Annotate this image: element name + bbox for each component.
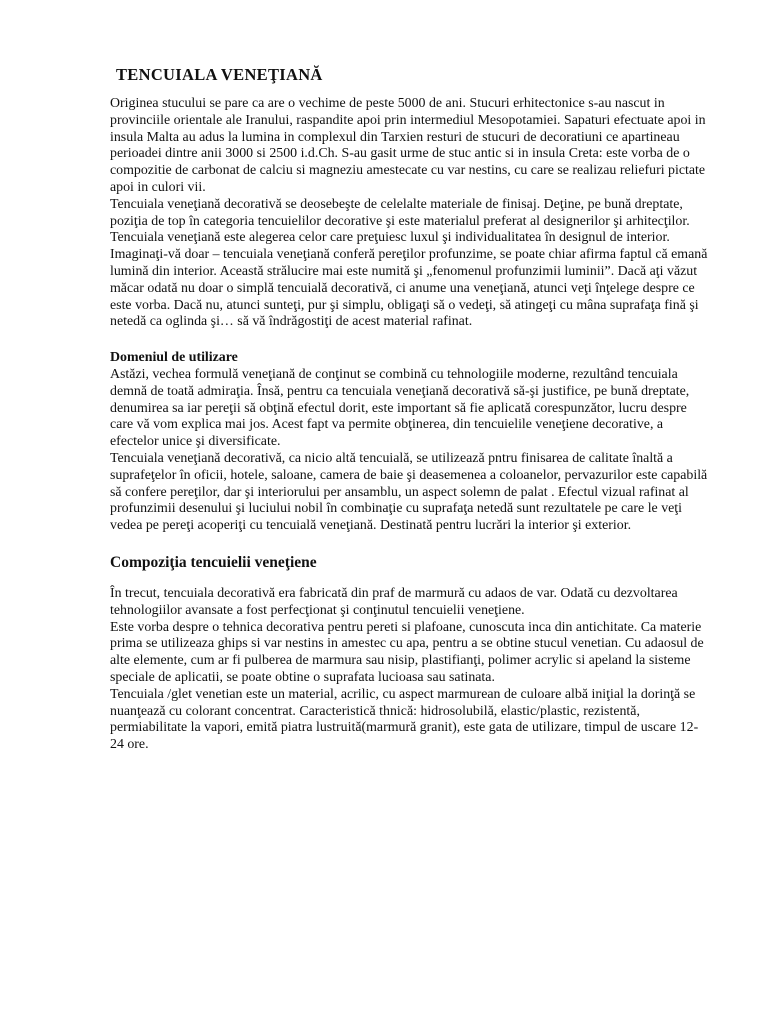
usage-paragraph-applications: Tencuiala veneţiană decorativă, ca nicio altă tencuială, se utilizează pntru finisarea de calitate înaltă a suprafeţelor în oficii, hotele, saloane, camera de baie şi deasemenea a coloanelor, pervazurilor este capabilă să confere pereţilor, dar şi interiorului per ansamblu, un aspect solemn de palat . Efectul vizual rafinat al profunzimii desenului şi luciului nobil în combinaţie cu suprafaţa netedă sunt rezultatele pe care le veţi vedea pe pereţi acoperiţi cu tencuială veneţiană. Destinată pentru lucrări la interior şi exterior. [110,450,708,534]
usage-paragraph-modern: Astăzi, vechea formulă veneţiană de conţinut se combină cu tehnologiile moderne, rezultând tencuiala demnă de toată admiraţia. Însă, pentru ca tencuiala veneţiană decorativă să-şi justifice, pe bună dreptate, denumirea sa iar pereţii să obţină efectul dorit, este important să fie aplicată corespunzător, lucru despre care vă vom explica mai jos. Acest fapt va permite obţinerea, din tencuielile veneţiene decorative, a efectelor unice şi diversificate. [110,366,690,450]
intro-paragraph-origin: Originea stucului se pare ca are o vechime de peste 5000 de ani. Stucuri erhitectonice s-au nascut in provinciile orientale ale Iranului, raspandite apoi prin intermediul Mesopotamiei. Sapaturi efectuate apoi in insula Malta au adus la lumina in complexul din Tarxien resturi de stucuri de decoratiuni ce apartineau perioadei dintre anii 3000 si 2500 i.d.Ch. S-au gasit urme de stuc antic si in insula Creta: este vorba de o compozitie de carbonat de calciu si magneziu amestecate cu var nestins, cu care se realizau reliefuri pictate apoi in culori vii. [110,96,706,195]
document-page [110,64,710,754]
composition-paragraph-history: În trecut, tencuiala decorativă era fabricată din praf de marmură cu adaos de var. Odată cu dezvoltarea tehnologiilor avansate a fost perfecţionat şi conţinutul tencuielii veneţiene. [110,585,678,618]
composition-paragraph-technique: Este vorba despre o tehnica decorativa pentru pereti si plafoane, cunoscuta inca din antichitate. Ca materie prima se utilizeaza ghips si var nestins in amestec cu apa, pentru a se obtine stucul venetian. Cu adaosul de alte elemente, cum ar fi pulberea de marmura sau nisip, plastifianţi, polimer acrylic si apeland la sisteme speciale de aplicatii, se poate obtine o suprafata lucioasa sau satinata. [110,619,704,685]
intro-paragraph-description: Tencuiala veneţiană decorativă se deosebeşte de celelalte materiale de finisaj. Deţine, pe bună dreptate, poziţia de top în categoria tencuielilor decorative şi este materialul preferat al designerilor şi arhitecţilor. Tencuiala veneţiană este alegerea celor care preţuiesc luxul şi individualitatea în designul de interior. [110,196,690,246]
composition-paragraph-characteristics: Tencuiala /glet venetian este un material, acrilic, cu aspect marmurean de culoare albă iniţial la dorinţă se nuanţează cu colorant concentrat. Caracteristică thnică: hidrosolubilă, elastic/plastic, rezistentă, permiabilitate la vapori, emită piatra lustruită(marmură granit), este gata de utilizare, timpul de uscare 12-24 ore. [110,686,699,753]
document-title: TENCUIALA VENEŢIANĂ [116,65,323,84]
intro-paragraph-imagine: Imaginaţi-vă doar – tencuiala veneţiană conferă pereţilor profunzime, se poate chiar afirma faptul că emană lumină din interior. Această strălucire mai este numită şi „fenomenul profunzimii luminii”. Dacă aţi văzut măcar odată nu doar o simplă tencuială decorativă, ci anume una veneţiană, atunci veţi înţelege despre ce este vorba. Dacă nu, atunci sunteţi, pur şi simplu, obligaţi să o vedeţi, să atingeţi cu mâna suprafaţa fină şi netedă ca oglinda şi… să vă îndrăgostiţi de acest material rafinat. [110,247,708,330]
usage-heading: Domeniul de utilizare [110,350,238,366]
composition-heading: Compoziţia tencuielii veneţiene [110,553,317,571]
